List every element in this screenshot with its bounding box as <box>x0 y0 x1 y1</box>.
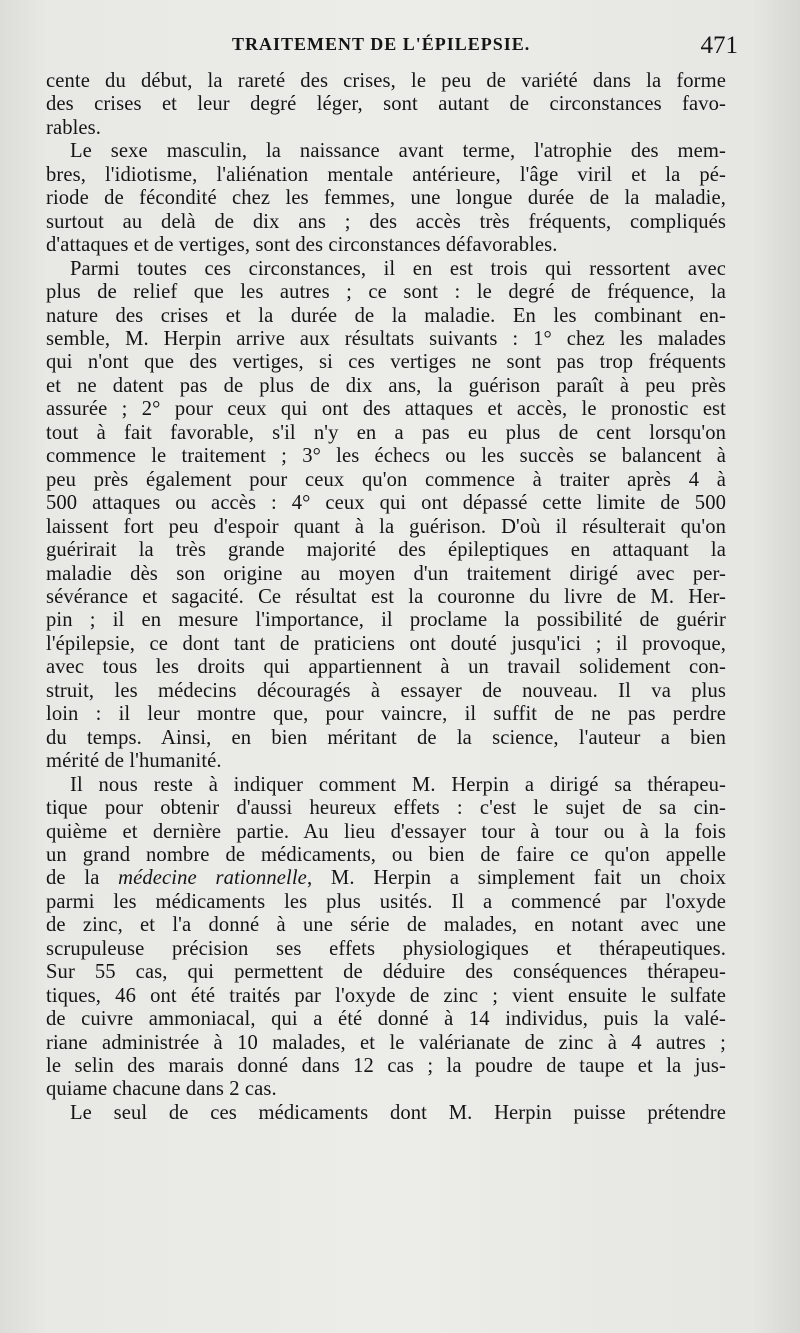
text-line: du temps. Ainsi, en bien méritant de la science, l'auteur a bien <box>46 726 726 749</box>
text-line: Parmi toutes ces circonstances, il en est trois qui ressortent avec <box>70 257 726 280</box>
text-line: guérirait la très grande majorité des épileptiques en attaquant la <box>46 539 726 562</box>
text-line: riane administrée à 10 malades, et le valérianate de zinc à 4 autres ; <box>46 1031 726 1054</box>
text-line: mérité de l'humanité. <box>46 750 222 773</box>
text-line: Le seul de ces médicaments dont M. Herpin puisse prétendre <box>70 1101 726 1124</box>
text-line: tout à fait favorable, s'il n'y en a pas eu plus de cent lorsqu'on <box>46 421 726 444</box>
text-line: l'épilepsie, ce dont tant de praticiens ont douté jusqu'ici ; il provoque, <box>46 632 726 655</box>
running-title: TRAITEMENT DE L'ÉPILEPSIE. <box>232 34 531 54</box>
text-line: Sur 55 cas, qui permettent de déduire des conséquences thérapeu- <box>46 961 726 984</box>
text-line: le selin des marais donné dans 12 cas ; la poudre de taupe et la jus- <box>46 1055 726 1078</box>
text-line: Le sexe masculin, la naissance avant terme, l'atrophie des mem- <box>70 140 726 163</box>
text-line: rables. <box>46 116 102 139</box>
paragraph <box>46 1102 726 1125</box>
text-line: cente du début, la rareté des crises, le peu de variété dans la forme <box>46 70 726 92</box>
text-line: des crises et leur degré léger, sont autant de circonstances favo- <box>46 93 726 116</box>
text-line: tiques, 46 ont été traités par l'oxyde de zinc ; vient ensuite le sulfate <box>46 984 726 1007</box>
text-line: pin ; il en mesure l'importance, il proclame la possibilité de guérir <box>46 609 726 632</box>
text-line: de cuivre ammoniacal, qui a été donné à 14 individus, puis la valé- <box>46 1008 726 1031</box>
text-line: struit, les médecins découragés à essayer de nouveau. Il va plus <box>46 679 726 702</box>
text-line: Il nous reste à indiquer comment M. Herpin a dirigé sa thérapeu- <box>70 773 726 796</box>
text-line: sévérance et sagacité. Ce résultat est la couronne du livre de M. Her- <box>46 585 726 608</box>
text-line: quième et dernière partie. Au lieu d'essayer tour à tour ou à la fois <box>46 820 726 843</box>
text-line: loin : il leur montre que, pour vaincre, il suffit de ne pas perdre <box>46 703 726 726</box>
text-line: qui n'ont que des vertiges, si ces vertiges ne sont pas trop fréquents <box>46 351 726 374</box>
text-line: d'attaques et de vertiges, sont des circonstances défavorables. <box>46 234 558 257</box>
text-line: semble, M. Herpin arrive aux résultats suivants : 1° chez les malades <box>46 327 726 350</box>
text-line: scrupuleuse précision ses effets physiologiques et thérapeutiques. <box>46 937 726 960</box>
text-line: surtout au delà de dix ans ; des accès très fréquents, compliqués <box>46 210 726 233</box>
text-line: bres, l'idiotisme, l'aliénation mentale antérieure, l'âge viril et la pé- <box>46 163 726 186</box>
paragraph <box>46 70 726 140</box>
running-head <box>0 34 800 64</box>
paragraph <box>46 774 726 1102</box>
text-line <box>46 867 726 890</box>
text-line: parmi les médicaments les plus usités. Il a commencé par l'oxyde <box>46 890 726 913</box>
text-line: 500 attaques ou accès : 4° ceux qui ont dépassé cette limite de 500 <box>46 492 726 515</box>
text-line: de zinc, et l'a donné à une série de malades, en notant avec une <box>46 914 726 937</box>
page-number: 471 <box>700 32 738 59</box>
text-line: assurée ; 2° pour ceux qui ont des attaques et accès, le pronostic est <box>46 398 726 421</box>
text-line: quiame chacune dans 2 cas. <box>46 1078 277 1101</box>
text-line: tique pour obtenir d'aussi heureux effets : c'est le sujet de sa cin- <box>46 797 726 820</box>
text-line: riode de fécondité chez les femmes, une longue durée de la maladie, <box>46 187 726 210</box>
text-line: un grand nombre de médicaments, ou bien de faire ce qu'on appelle <box>46 843 726 866</box>
text-line: nature des crises et la durée de la maladie. En les combinant en- <box>46 304 726 327</box>
text-line: peu près également pour ceux qu'on commence à traiter après 4 à <box>46 468 726 491</box>
paragraph <box>46 258 726 774</box>
text-line: laissent fort peu d'espoir quant à la guérison. D'où il résulterait qu'on <box>46 515 726 538</box>
text-line: maladie dès son origine au moyen d'un traitement dirigé avec per- <box>46 562 726 585</box>
text-line: et ne datent pas de plus de dix ans, la guérison paraît à peu près <box>46 374 726 397</box>
text-line: commence le traitement ; 3° les échecs ou les succès se balancent à <box>46 445 726 468</box>
paragraph <box>46 140 726 257</box>
text-line-italic-run: de la médecine rationnelle, M. Herpin a simplement fait un choix <box>46 867 726 890</box>
italic-phrase: médecine rationnelle <box>118 867 307 890</box>
text-line: avec tous les droits qui appartiennent à un travail solidement con- <box>46 656 726 679</box>
body-text <box>46 70 726 1125</box>
text-line: plus de relief que les autres ; ce sont : le degré de fréquence, la <box>46 281 726 304</box>
